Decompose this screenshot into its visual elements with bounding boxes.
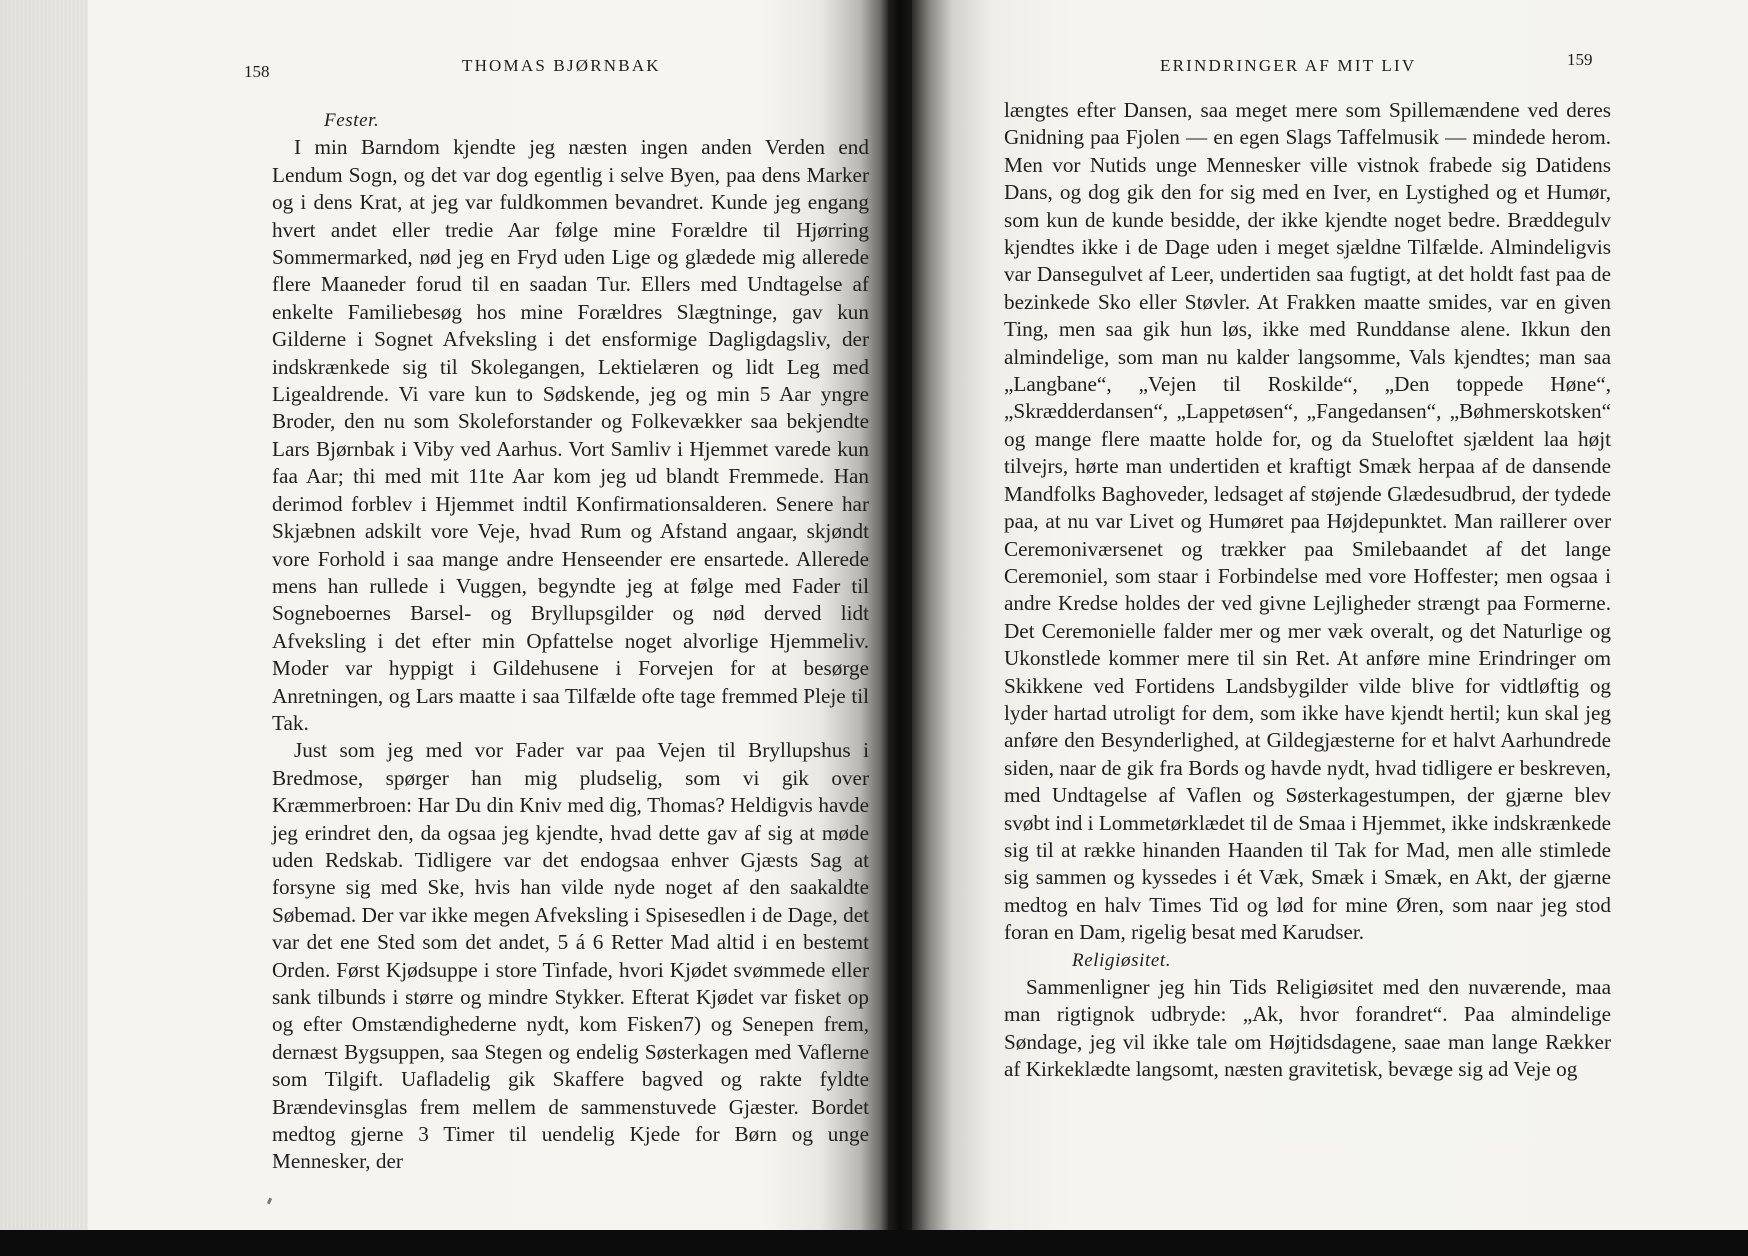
paragraph-continued: længtes efter Dansen, saa meget mere som Spillemændene ved deres Gnidning paa Fjolen — en egen Slags Taffelmusik — mindede herom. Men vor Nutids unge Mennesker ville vistnok frabede sig Datidens Dans, og dog gik den for sig med en Iver, en Lystighed og et Humør, som kun de kunde besidde, der ikke kjendte noget bedre. Bræddegulv kjendtes ikke i de Dage uden i meget sjældne Tilfælde. Almindeligvis var Dansegulvet af Leer, undertiden saa fugtigt, at det holdt fast paa de bezinkede Sko eller Støvler. At Frakken maatte smides, var en given Ting, men saa gik hun løs, ikke med Runddanse alene. Ikkun den almindelige, som man nu kalder langsomme, Vals kjendtes; man saa „Langbane“, „Vejen til Roskilde“, „Den toppede Høne“, „Skrædderdansen“, „Lappetøsen“, „Fangedansen“, „Bøhmerskotsken“ og mange flere maatte holde for, og da Stueloftet sjældent laa højt tilvejrs, hørte man undertiden et kraftigt Smæk herpaa af de dansende Mandfolks Baghoveder, ledsaget af støjende Glædesudbrud, der tydede paa, at nu var Livet og Humøret paa Højdepunktet. Man raillerer over Ceremoniværsenet og trækker paa Smilebaandet af det lange Ceremoniel, som staar i Forbindelse med vore Hoffester; men ogsaa i andre Kredse holdes der ved givne Lejligheder strængt paa Formerne. Det Ceremonielle falder mer og mer væk overalt, og det Naturlige og Ukonstlede kommer mere til sin Ret. At anføre mine Erindringer om Skikkene ved Fortidens Landsbygilder vilde blive for vidtløftig og lyder hartad utroligt for dem, som ikke have kjendt hertil; kun skal jeg anføre den Besynderlighed, at Gildegjæsterne for et halvt Aarhundrede siden, naar de gik fra Bords og havde nydt, hvad tidligere er beskreven, med Undtagelse af Vaflen og Søsterkagestumpen, der gjærne blev svøbt ind i Lommetørklædet til de Smaa i Hjemmet, ikke indskrænkede sig til at række hinanden Haanden til Tak for Mad, men alle stimlede sig sammen og kyssedes i ét Væk, Smæk i Smæk, en Akt, der gjærne medtog en halv Times Tid og lød for mine Øren, som naar jeg stod foran en Dam, rigelig besat med Karudser. [1004,98,1611,945]
paragraph: I min Barndom kjendte jeg næsten ingen anden Verden end Lendum Sogn, og det var dog egentlig i selve Byen, paa dens Marker og i dens Krat, at jeg var fuldkommen bevandret. Kunde jeg engang hvert andet eller tredie Aar følge mine Forældre til Hjørring Sommermarked, nød jeg en Fryd uden Lige og glædede mig allerede flere Maaneder forud til en saadan Tur. Ellers med Undtagelse af enkelte Familiebesøg hos mine Forældres Slægtninge, gav kun Gilderne i Sognet Afveksling i det ensformige Dagligdagsliv, der indskrænkede sig til Skolegangen, Lektielæren og lidt Leg med Ligealdrende. Vi vare kun to Sødskende, jeg og min 5 Aar yngre Broder, den nu som Skoleforstander og Folkevækker saa bekjendte Lars Bjørnbak i Viby ved Aarhus. Vort Samliv i Hjemmet varede kun faa Aar; thi med mit 11te Aar kom jeg ud blandt Fremmede. Han derimod forblev i Hjemmet indtil Konfirmationsalderen. Senere har Skjæbnen adskilt vore Veje, hvad Rum og Afstand angaar, skjøndt vore Forhold i saa mange andre Henseender ere ensartede. Allerede mens han rullede i Vuggen, begyndte jeg at følge med Fader til Sogneboernes Barsel- og Bryllupsgilder og nød derved lidt Afveksling i det efter min Opfattelse noget alvorlige Hjemmeliv. Moder var hyppigt i Gildehusene i Forvejen for at besørge Anretningen, og Lars maatte i saa Tilfælde ofte tage fremmed Pleje til Tak. [272,135,869,735]
paragraph: Just som jeg med vor Fader var paa Vejen til Bryllupshus i Bredmose, spørger han mig pludselig, som vi gik over Kræmmerbroen: Har Du din Kniv med dig, Thomas? Heldigvis havde jeg erindret den, da ogsaa jeg kjendte, hvad dette gav af sig at møde uden Redskab. Tidligere var det endogsaa enhver Gjæsts Sag at forsyne sig med Ske, hvis han vilde nyde noget af den saakaldte Søbemad. Der var ikke megen Afveksling i Spisesedlen i de Dage, det var det ene Sted som det andet, 5 á 6 Retter Mad altid i en bestemt Orden. Først Kjødsuppe i store Tinfade, hvori Kjødet svømmede eller sank tilbunds i større og mindre Stykker. Efterat Kjødet var fisket op og efter Omstændighederne nydt, kom Fisken7) og Senepen frem, dernæst Bygsuppen, saa Stegen og endelig Søsterkagen med Vaflerne som Tilgift. Uafladelig gik Skaffere bagved og rakte fyldte Brændevinsglas frem mellem de sammenstuvede Gjæster. Bordet medtog gjerne 3 Timer til uendelig Kjede for Børn og unge Mennesker, der [272,738,869,1174]
page-number-right: 159 [1567,50,1593,69]
scan-bottom-edge [0,1230,1748,1256]
right-text-block [1004,97,1611,1084]
left-text-block [272,107,869,1176]
page-edges [0,0,88,1236]
left-page [0,0,888,1236]
book-gutter [888,0,912,1236]
section-heading-fester: Fester. [324,110,380,131]
running-head-left: THOMAS BJØRNBAK [462,56,661,75]
section-heading-religiositet: Religiøsitet. [1072,949,1172,971]
page-number-left: 158 [244,62,270,81]
page-speck [267,1198,272,1205]
running-head-right: ERINDRINGER AF MIT LIV [1160,56,1417,75]
paragraph: Sammenligner jeg hin Tids Religiøsitet med den nuværende, maa man rigtignok udbryde: „Ak, hvor forandret“. Paa almindelige Søndage, jeg vil ikke tale om Højtidsdagene, saae man lange Rækker af Kirkeklædte langsomt, næsten gravitetisk, bevæge sig ad Veje og [1004,975,1611,1082]
